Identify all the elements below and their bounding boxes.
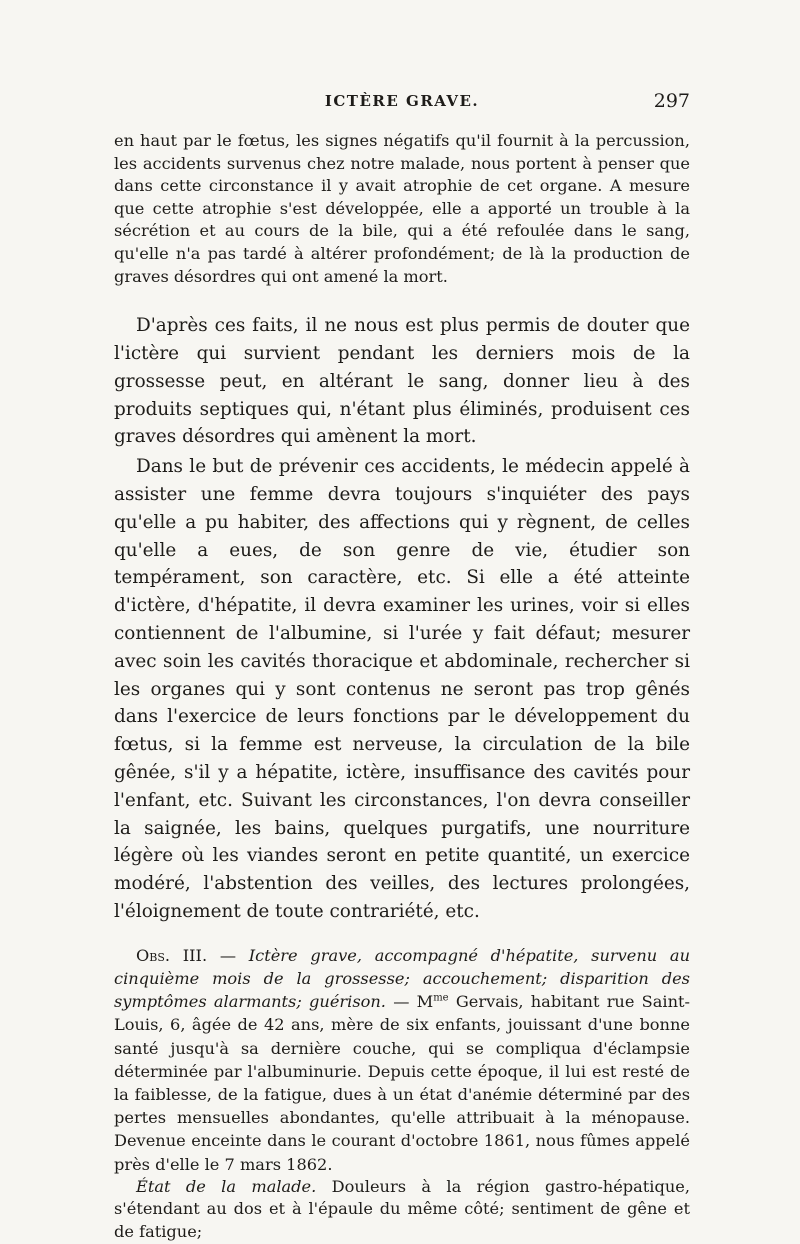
observation-body: Gervais, habitant rue Saint-Louis, 6, âgée de 42 ans, mère de six enfants, jouissant d'une bonne santé jusqu'à sa dernière couche, qui se compliqua d'éclampsie déterminée par l'albuminurie. Depuis cette époque, il lui est resté de la faiblesse, de la fatigue, dues à un état d'anémie déterminé par des pertes mensuelles abondantes, qu'elle attribuait à la ménopause. Devenue enceinte dans le courant d'octobre 1861, nous fûmes appelé près d'elle le 7 mars 1862. [114, 992, 690, 1174]
page-header [114, 92, 690, 122]
etat-label: État de la malade. [136, 1176, 317, 1196]
observation-dash: — [207, 945, 249, 965]
running-title: ICTÈRE GRAVE. [324, 92, 480, 110]
observation-label: Obs. III. [136, 945, 208, 965]
observation-paragraph [114, 944, 690, 1176]
paragraph-prevention: Dans le but de prévenir ces accidents, le médecin appelé à assister une femme devra toujours s'inquiéter des pays qu'elle a pu habiter, des affections qui y règnent, de celles qu'elle a eues, de son genre de vie, étudier son tempérament, son caractère, etc. Si elle a été atteinte d'ictère, d'hépatite, il devra examiner les urines, voir si elles contiennent de l'albumine, si l'urée y fait défaut; mesurer avec soin les cavités thoracique et abdominale, rechercher si les organes qui y sont contenus ne seront pas trop gênés dans l'exercice de leurs fonctions par le développement du fœtus, si la femme est nerveuse, la circulation de la bile gênée, s'il y a hépatite, ictère, insuffisance des cavités pour l'enfant, etc. Suivant les circonstances, l'on devra conseiller la saignée, les bains, quelques purgatifs, une nourriture légère où les viandes seront en petite quantité, un exercice modéré, l'abstention des veilles, des lectures prolongées, l'éloignement de toute contrariété, etc. [114, 456, 690, 922]
observation-title: Ictère grave, accompagné d'hépatite, survenu au cinquième mois de la grossesse; accouchement; disparition des symptômes alarmants; guérison. [114, 945, 690, 1012]
paragraph-continuation: en haut par le fœtus, les signes négatifs qu'il fournit à la percussion, les accidents survenus chez notre malade, nous portent à penser que dans cette circonstance il y avait atrophie de cet organe. A mesure que cette atrophie s'est développée, elle a apporté un trouble à la sécrétion et au cours de la bile, qui a été refoulée dans le sang, qu'elle n'a pas tardé à altérer profondément; de là la production de graves désordres qui ont amené la mort. [114, 131, 690, 286]
etat-paragraph [114, 1176, 690, 1244]
page-number: 297 [653, 90, 690, 112]
etat-body: Douleurs à la région gastro-hépatique, s'étendant au dos et à l'épaule du même côté; sentiment de gêne et de fatigue; [114, 1176, 690, 1241]
observation-honorific: — M [385, 992, 434, 1012]
observation-honorific-sup: me [433, 992, 449, 1004]
paragraph-conclusion: D'après ces faits, il ne nous est plus permis de douter que l'ictère qui survient pendant les derniers mois de la grossesse peut, en altérant le sang, donner lieu à des produits septiques qui, n'étant plus éliminés, produisent ces graves désordres qui amènent la mort. [114, 315, 690, 448]
